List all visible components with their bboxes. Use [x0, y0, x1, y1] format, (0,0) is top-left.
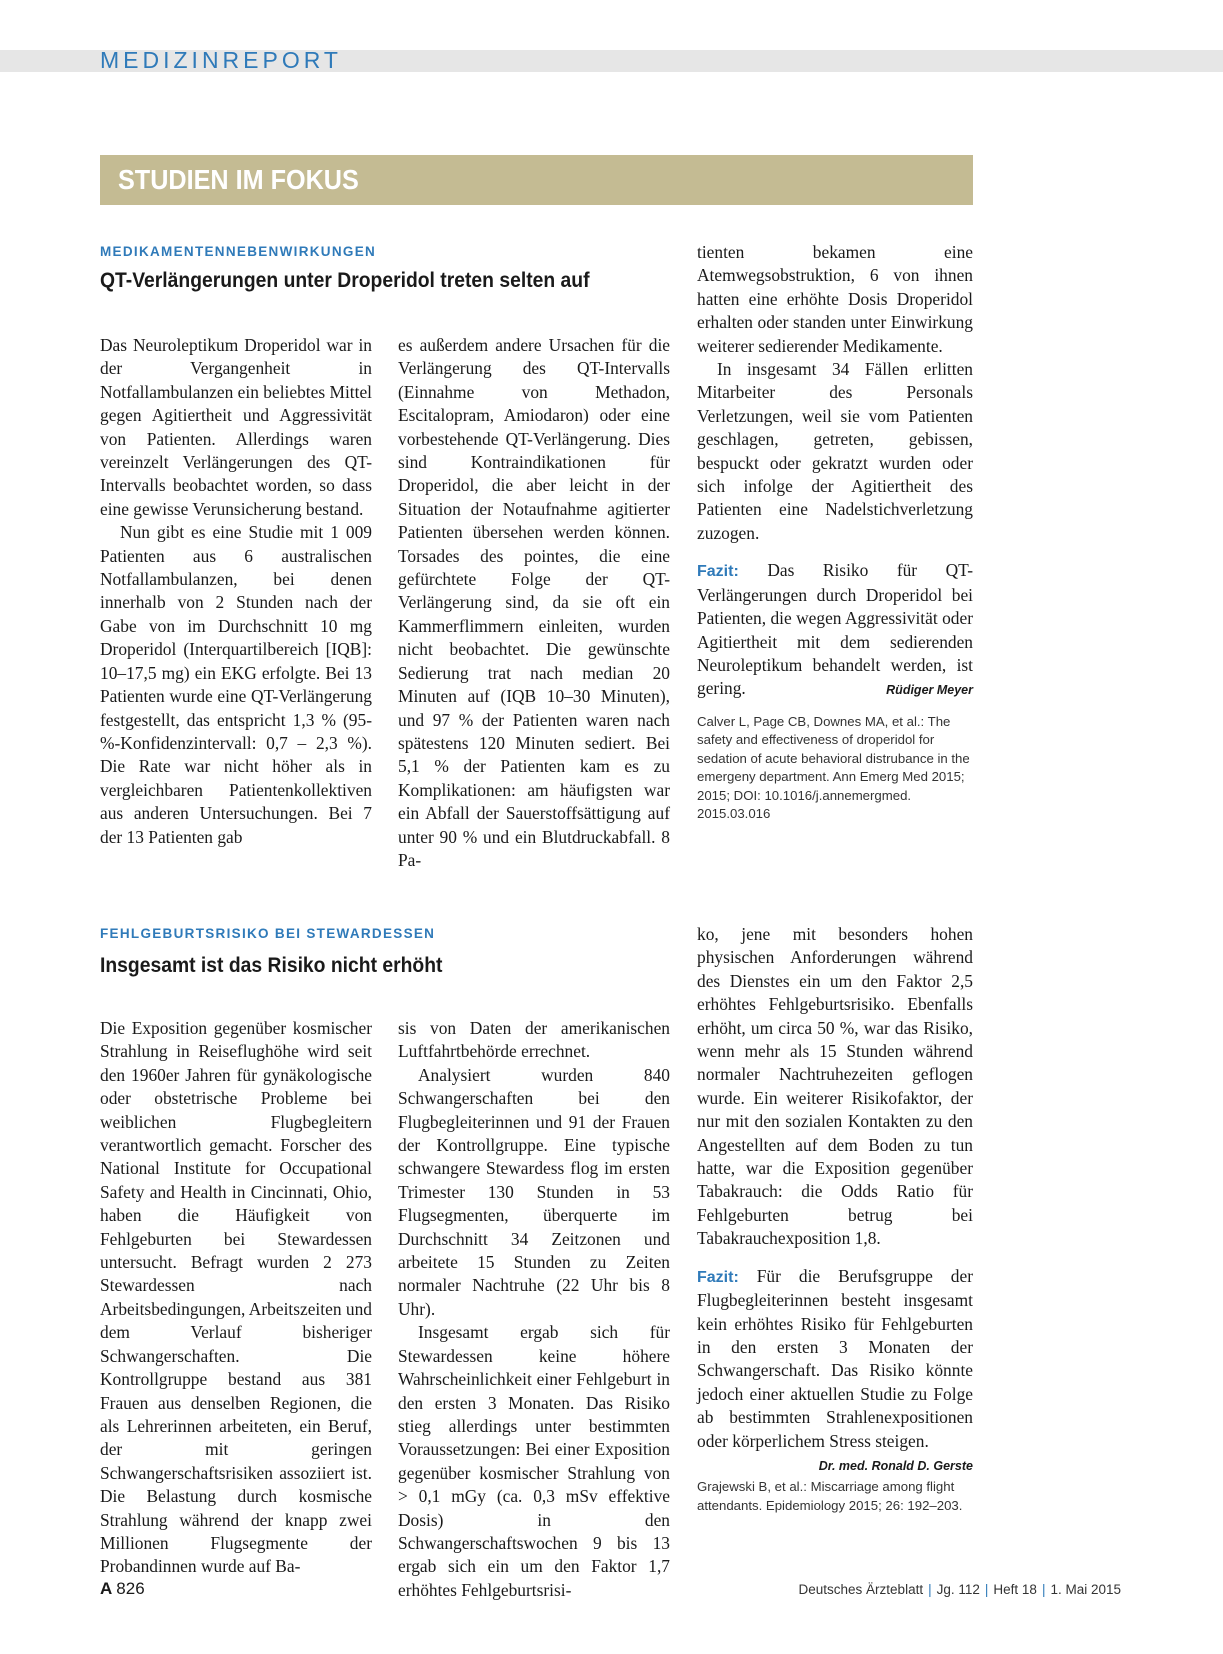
fazit-paragraph — [697, 559, 973, 700]
author: Dr. med. Ronald D. Gerste — [818, 1458, 973, 1473]
paragraph: In insgesamt 34 Fällen erlitten Mitarbeiter des Personals Verletzungen, weil sie vom Patienten geschlagen, getreten, gebissen, bespuckt oder gekratzt wurden oder sich infolge der Agitiertheit des Patienten eine Nadelstichverletzung zuzogen. — [697, 359, 973, 543]
journal-info — [799, 1580, 1121, 1600]
paragraph: sis von Daten der amerikanischen Luftfahrtbehörde errechnet. — [398, 1018, 670, 1062]
journal-date: 1. Mai 2015 — [1050, 1582, 1121, 1597]
article-2-column-1 — [100, 1017, 372, 1579]
article-2-column-3 — [697, 923, 973, 1515]
page-number — [100, 1578, 145, 1600]
paragraph: ko, jene mit besonders hohen physischen Anforderungen während des Dienstes ein um den Faktor 2,5 erhöhtes Fehlgeburtsrisiko. Ebenfalls erhöht, um circa 50 %, war das Risiko, wenn mehr als 15 Stunden während normaler Nachtruhezeiten geflogen wurde. Ein weiterer Risikofaktor, der nur mit den sozialen Kontakten zu den Angestellten auf dem Boden zu tun hatte, war die Exposition gegenüber Tabakrauch: die Odds Ratio für Fehlgeburten betrug bei Tabakrauchexposition 1,8. — [697, 924, 973, 1249]
page-number-value: 826 — [116, 1579, 145, 1598]
paragraph: es außerdem andere Ursachen für die Verlängerung des QT-Intervalls (Einnahme von Methadon, Escitalopram, Amiodaron) oder eine vorbestehende QT-Verlängerung. Dies sind Kontraindikationen für Droperidol, die aber leicht in der Situation der Notaufnahme agitierter Patienten übersehen werden können. Torsades des pointes, die eine gefürchtete Folge der QT-Verlängerung sind, da sie oft ein Kammerflimmern einleiten, wurden nicht beobachtet. Die gewünschte Sedierung trat nach median 20 Minuten auf (IQB 10–30 Minuten), und 97 % der Patienten waren nach spätestens 120 Minuten sediert. Bei 5,1 % der Patienten kam es zu Komplikationen: am häufigsten war ein Abfall der Sauerstoffsättigung auf unter 90 % und ein Blutdruckabfall. 8 Pa- — [398, 335, 670, 870]
journal-volume: Jg. 112 — [936, 1582, 980, 1597]
paragraph: Nun gibt es eine Studie mit 1 009 Patienten aus 6 australischen Notfallambulanzen, bei denen innerhalb von 2 Stunden nach der Gabe von im Durchschnitt 10 mg Droperidol (Interquartilbereich [IQB]: 10–17,5 mg) ein EKG erfolgte. Bei 13 Patienten wurde eine QT-Verlängerung festgestellt, das entspricht 1,3 % (95-%-Konfidenzintervall: 0,7 – 2,3 %). Die Rate war nicht höher als in vergleichbaren Patientenkollektiven aus anderen Untersuchungen. Bei 7 der 13 Patienten gab — [100, 522, 372, 847]
paragraph: tienten bekamen eine Atemwegsobstruktion, 6 von ihnen hatten eine erhöhte Dosis Droperidol erhalten oder standen unter Einwirkung weiterer sedierender Medikamente. — [697, 242, 973, 356]
section-label: MEDIZINREPORT — [100, 47, 342, 73]
article-1-kicker: MEDIKAMENTENNEBENWIRKUNGEN — [100, 244, 377, 259]
paragraph: Insgesamt ergab sich für Stewardessen keine höhere Wahrscheinlichkeit einer Fehlgeburt in den ersten 3 Monaten. Das Risiko stieg allerdings unter bestimmten Voraussetzungen: Bei einer Exposition gegenüber kosmischer Strahlung von > 0,1 mGy (ca. 0,3 mSv effektive Dosis) in den Schwangerschaftswochen 9 bis 13 ergab sich ein um den Faktor 1,7 erhöhtes Fehlgeburtsrisi- — [398, 1322, 670, 1600]
paragraph: Die Exposition gegenüber kosmischer Strahlung in Reiseflughöhe wird seit den 1960er Jahren für gynäkologische oder obstetrische Probleme bei weiblichen Flugbegleitern verantwortlich gemacht. Forscher des National Institute for Occupational Safety and Health in Cincinnati, Ohio, haben die Häufigkeit von Fehlgeburten bei Stewardessen untersucht. Befragt wurden 2 273 Stewardessen nach Arbeitsbedingungen, Arbeitszeiten und dem Verlauf bisheriger Schwangerschaften. Die Kontrollgruppe bestand aus 381 Frauen aus denselben Regionen, die als Lehrerinnen arbeiteten, ein Beruf, der mit geringen Schwangerschaftsrisiken assoziiert ist. Die Belastung durch kosmische Strahlung während der knapp zwei Millionen Flugsegmente der Probandinnen wurde auf Ba- — [100, 1018, 372, 1577]
separator: | — [1041, 1582, 1046, 1597]
page-prefix: A — [100, 1579, 113, 1598]
article-1-title: QT-Verlängerungen unter Droperidol treten selten auf — [100, 269, 590, 292]
separator: | — [984, 1582, 989, 1597]
journal-name: Deutsches Ärzteblatt — [798, 1582, 924, 1597]
article-1-column-3 — [697, 241, 973, 824]
section-banner — [100, 155, 973, 205]
paragraph: Das Neuroleptikum Droperidol war in der Vergangenheit in Notfallambulanzen ein beliebtes Mittel gegen Agitiertheit und Aggressivität von Patienten. Allerdings waren vereinzelt Verlängerungen des QT-Intervalls beobachtet worden, so dass eine gewisse Verunsicherung bestand. — [100, 335, 372, 519]
reference: Grajewski B, et al.: Miscarriage among flight attendants. Epidemiology 2015; 26: 192–203. — [697, 1479, 963, 1513]
fazit-label: Fazit: — [697, 563, 739, 581]
separator: | — [928, 1582, 932, 1597]
fazit-text: Das Risiko für QT-Verlängerungen durch Droperidol bei Patienten, die wegen Aggressivität oder Agitiertheit mit dem sedierenden Neuroleptikum behandelt werden, ist gering. — [697, 560, 973, 699]
banner-title: STUDIEN IM FOKUS — [118, 164, 359, 195]
article-1-column-1 — [100, 334, 372, 849]
reference: Calver L, Page CB, Downes MA, et al.: The safety and effectiveness of droperidol for sedation of acute behavioral distrubance in the emergeny department. Ann Emerg Med 2015; 2015; DOI: 10.1016/j.annemergmed. 2015.03.016 — [697, 713, 970, 822]
fazit-text: Für die Berufsgruppe der Flugbegleiterinnen besteht insgesamt kein erhöhtes Risiko für Fehlgeburten in den ersten 3 Monaten der Schwangerschaft. Das Risiko könnte jedoch einer aktuellen Studie zu Folge ab bestimmten Strahlenexpositionen oder körperlichem Stress steigen. — [697, 1265, 973, 1451]
fazit-paragraph — [697, 1265, 973, 1473]
article-2-column-2 — [398, 1017, 670, 1602]
article-2-title: Insgesamt ist das Risiko nicht erhöht — [100, 954, 443, 977]
fazit-label: Fazit: — [697, 1268, 739, 1286]
paragraph: Analysiert wurden 840 Schwangerschaften bei den Flugbegleiterinnen und 91 der Frauen der Kontrollgruppe. Eine typische schwangere Stewardess flog im ersten Trimester 130 Stunden in 53 Flugsegmenten, überquerte im Durchschnitt 34 Zeitzonen und arbeitete 15 Stunden zu Zeiten normaler Nachtruhe (22 Uhr bis 8 Uhr). — [398, 1064, 670, 1319]
article-2-kicker: FEHLGEBURTSRISIKO BEI STEWARDESSEN — [100, 926, 436, 941]
journal-issue: Heft 18 — [993, 1582, 1037, 1597]
article-1-column-2 — [398, 334, 670, 872]
author: Rüdiger Meyer — [886, 683, 973, 698]
